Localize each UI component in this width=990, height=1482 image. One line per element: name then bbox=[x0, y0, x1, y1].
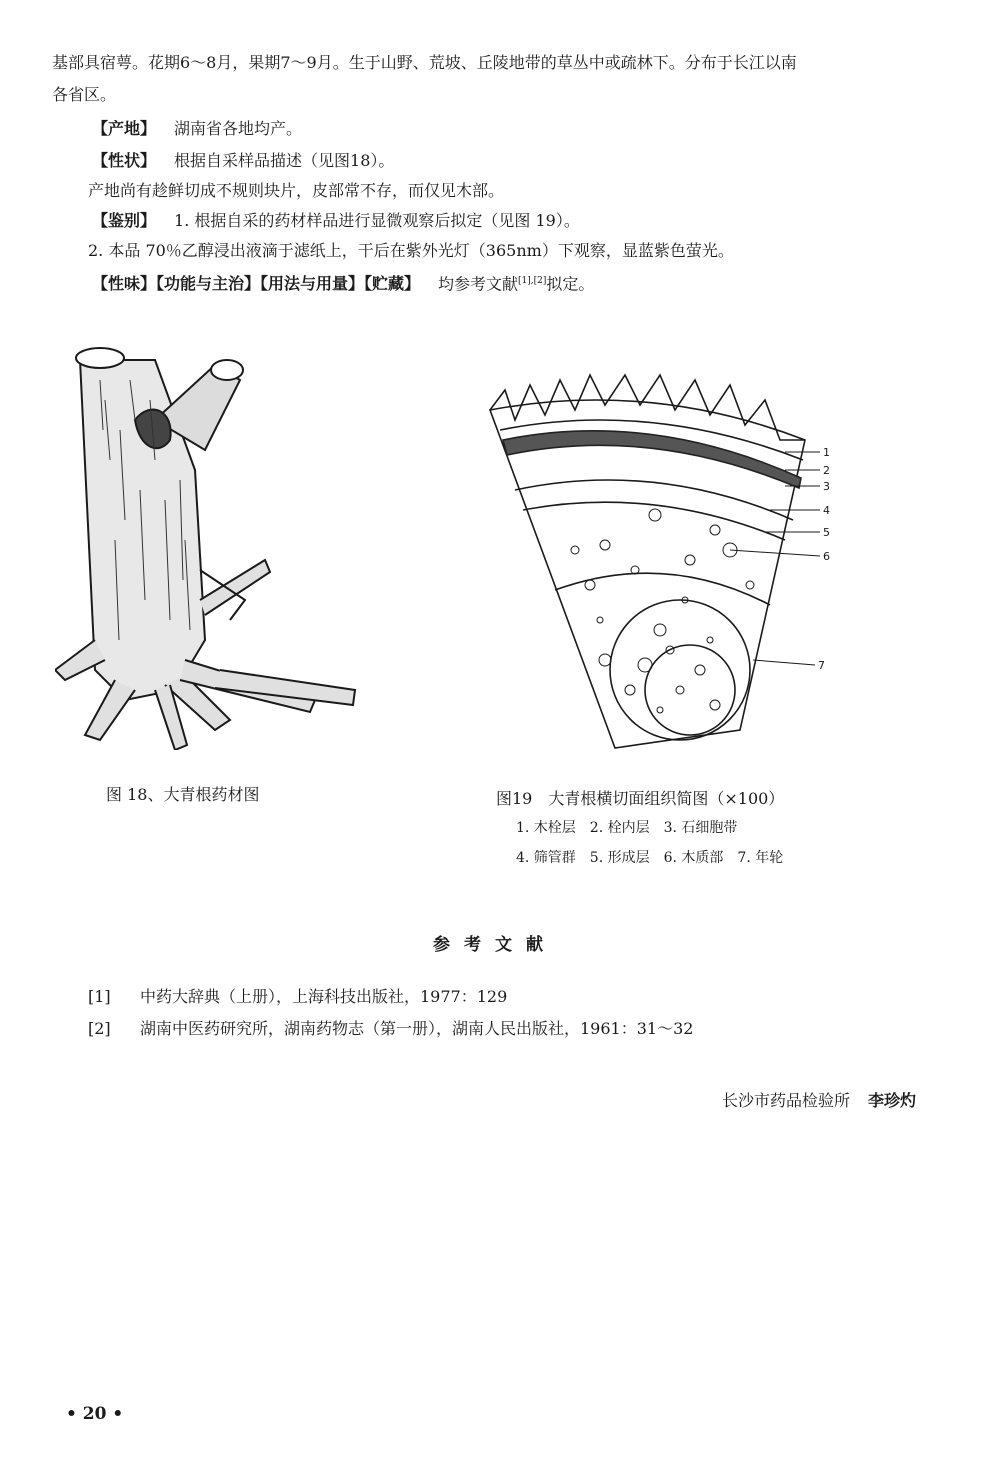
origin-text: 湖南省各地均产。 bbox=[174, 119, 303, 138]
reference-item bbox=[88, 984, 507, 1007]
label-6: 6 bbox=[823, 550, 830, 563]
figure-18-caption: 图 18、大青根药材图 bbox=[106, 785, 260, 804]
misc-paragraph bbox=[92, 270, 594, 295]
body-line-2: 各省区。 bbox=[52, 85, 117, 104]
page-number: • 20 • bbox=[66, 1404, 124, 1424]
traits-paragraph bbox=[92, 150, 394, 172]
origin-paragraph bbox=[92, 118, 302, 140]
traits-extra: 产地尚有趁鲜切成不规则块片，皮部常不存，而仅见木部。 bbox=[88, 181, 505, 200]
label-3: 3 bbox=[823, 480, 830, 493]
traits-tag: 【性状】 bbox=[92, 151, 157, 170]
ident-tag: 【鉴别】 bbox=[92, 211, 157, 230]
figure-19-caption: 图19 大青根横切面组织简图（×100） bbox=[496, 789, 785, 808]
label-7: 7 bbox=[818, 659, 825, 672]
misc-citation: [1],[2] bbox=[518, 276, 547, 286]
label-2: 2 bbox=[823, 464, 830, 477]
signature-author: 李珍灼 bbox=[867, 1091, 916, 1110]
ident-text: 1. 根据自采的药材样品进行显微观察后拟定（见图 19）。 bbox=[174, 211, 580, 230]
body-line-1: 基部具宿萼。花期6～8月，果期7～9月。生于山野、荒坡、丘陵地带的草丛中或疏林下。分布于长江以南 bbox=[52, 53, 797, 72]
reference-text: 湖南中医药研究所，湖南药物志（第一册），湖南人民出版社，1961：31～32 bbox=[140, 1019, 694, 1038]
reference-number: [1] bbox=[88, 987, 111, 1006]
figure-19-legend-row-2: 4. 筛管群 5. 形成层 6. 木质部 7. 年轮 bbox=[516, 850, 784, 866]
label-4: 4 bbox=[823, 504, 830, 517]
figure-18-root-drawing bbox=[55, 340, 375, 750]
misc-tags: 【性味】【功能与主治】【用法与用量】【贮藏】 bbox=[92, 274, 421, 294]
reference-item bbox=[88, 1016, 693, 1039]
ident-item-2: 2. 本品 70％乙醇浸出液滴于滤纸上，干后在紫外光灯（365nm）下观察，显蓝紫色萤光。 bbox=[88, 241, 734, 260]
origin-tag: 【产地】 bbox=[92, 119, 157, 138]
traits-text: 根据自采样品描述（见图18）。 bbox=[174, 151, 395, 170]
label-1: 1 bbox=[823, 446, 830, 459]
label-5: 5 bbox=[823, 526, 830, 539]
ident-paragraph bbox=[92, 210, 580, 232]
signature bbox=[722, 1088, 916, 1111]
reference-text: 中药大辞典（上册），上海科技出版社，1977：129 bbox=[140, 987, 508, 1006]
signature-institution: 长沙市药品检验所 bbox=[721, 1091, 850, 1110]
misc-text: 均参考文献 bbox=[438, 274, 519, 294]
figure-19-legend-row-1: 1. 木栓层 2. 栓内层 3. 石细胞带 bbox=[516, 820, 738, 836]
misc-end: 拟定。 bbox=[546, 274, 595, 294]
figure-19-cross-section bbox=[485, 370, 845, 760]
reference-number: [2] bbox=[88, 1019, 111, 1038]
references-heading: 参考文献 bbox=[433, 935, 557, 955]
